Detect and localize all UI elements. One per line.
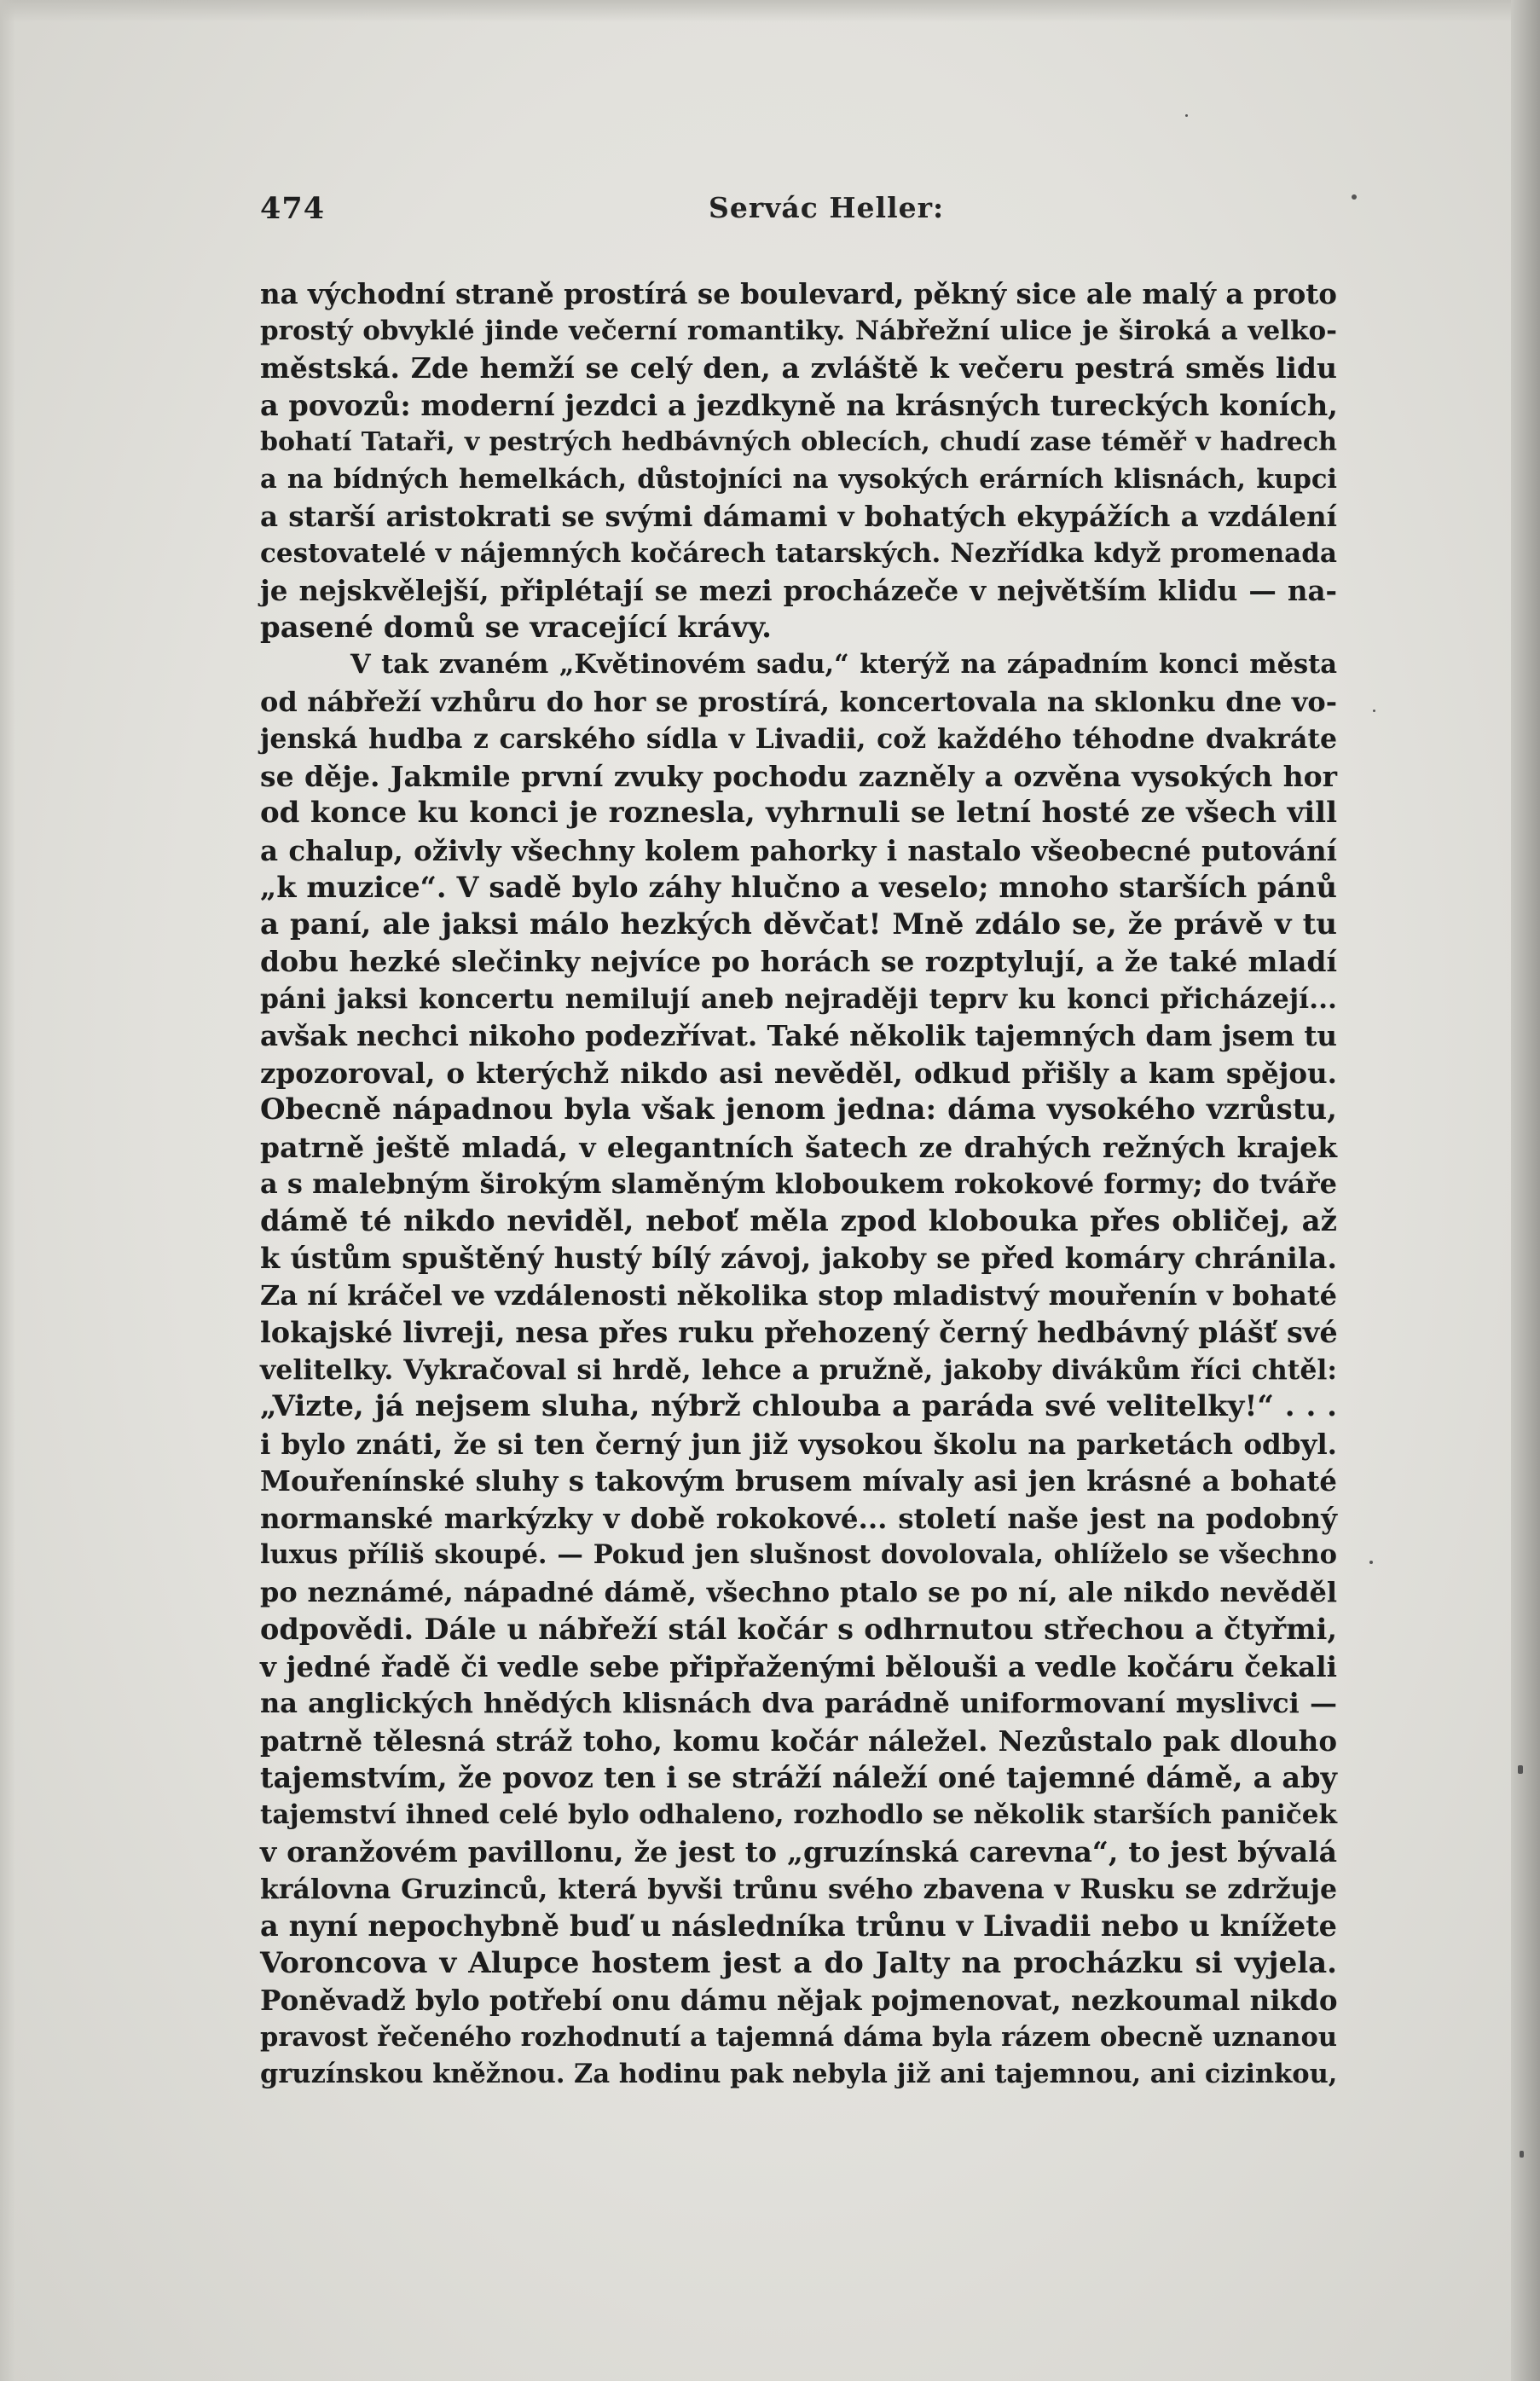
- page-number: 474: [260, 191, 326, 226]
- text-line: v oranžovém pavillonu, že jest to „gruzínská carevna“, to jest bývalá: [260, 1835, 1337, 1868]
- text-line: a nyní nepochybně buď u následníka trůnu v Livadii nebo u knížete: [260, 1909, 1337, 1943]
- body-text: [260, 275, 1337, 2094]
- scan-speck: [1352, 194, 1357, 200]
- text-line: tajemstvím, že povoz ten i se stráží náleží oné tajemné dámě, a aby: [260, 1761, 1337, 1794]
- text-line: se děje. Jakmile první zvuky pochodu zazněly a ozvěna vysokých hor: [260, 759, 1337, 793]
- text-line: zpozoroval, o kterýchž nikdo asi nevěděl, odkud přišly a kam spějou.: [260, 1056, 1337, 1090]
- text-line: královna Gruzinců, která byvši trůnu svého zbavena v Rusku se zdržuje: [260, 1873, 1337, 1905]
- text-line: a povozů: moderní jezdci a jezdkyně na krásných tureckých koních,: [260, 388, 1338, 422]
- text-line: jenská hudba z carského sídla v Livadii, což každého téhodne dvakráte: [260, 723, 1337, 755]
- text-line: páni jaksi koncertu nemilují aneb nejraději teprv ku konci přicházejí...: [260, 982, 1337, 1015]
- text-line: a starší aristokrati se svými dámami v bohatých ekypážích a vzdálení: [260, 500, 1337, 533]
- text-line: luxus příliš skoupé. — Pokud jen slušnost dovolovala, ohlíželo se všechno: [260, 1539, 1337, 1570]
- text-line: lokajské livreji, nesa přes ruku přehozený černý hedbávný plášť své: [260, 1316, 1338, 1349]
- text-line: odpovědi. Dále u nábřeží stál kočár s odhrnutou střechou a čtyřmi,: [260, 1613, 1337, 1646]
- text-line: velitelky. Vykračoval si hrdě, lehce a pružně, jakoby divákům říci chtěl:: [260, 1353, 1337, 1386]
- scan-right-edge-shadow: [1511, 0, 1540, 2381]
- page-header: [260, 191, 1337, 242]
- paragraph-end-line: pasené domů se vracející krávy.: [260, 610, 773, 645]
- text-line: bohatí Tataři, v pestrých hedbávných oblecích, chudí zase téměř v hadrech: [260, 427, 1337, 457]
- text-line: od konce ku konci je roznesla, vyhrnuli se letní hosté ze všech vill: [260, 796, 1337, 830]
- text-line: i bylo znáti, že si ten černý jun již vysokou školu na parketách odbyl.: [260, 1427, 1337, 1461]
- scan-speck: [1185, 114, 1188, 117]
- text-line: gruzínskou kněžnou. Za hodinu pak nebyla již ani tajemnou, ani cizinkou,: [260, 2059, 1338, 2089]
- text-line: na anglických hnědých klisnách dva parádně uniformovaní myslivci —: [260, 1687, 1337, 1719]
- text-line: avšak nechci nikoho podezřívat. Také několik tajemných dam jsem tu: [260, 1019, 1337, 1052]
- scan-top-shadow: [0, 0, 1540, 22]
- text-line: „Vizte, já nejsem sluha, nýbrž chlouba a paráda své velitelky!“ . . .: [260, 1389, 1337, 1423]
- text-line: k ústům spuštěný hustý bílý závoj, jakoby se před komáry chránila.: [260, 1242, 1337, 1275]
- scan-speck: [1369, 1561, 1373, 1564]
- text-line: v jedné řadě či vedle sebe připřaženými bělouši a vedle kočáru čekali: [260, 1649, 1337, 1683]
- text-line: od nábřeží vzhůru do hor se prostírá, koncertovala na sklonku dne vo-: [260, 685, 1337, 718]
- text-line: městská. Zde hemží se celý den, a zvláště k večeru pestrá směs lidu: [260, 351, 1337, 385]
- text-line: Poněvadž bylo potřebí onu dámu nějak pojmenovat, nezkoumal nikdo: [260, 1984, 1338, 2017]
- text-line: cestovatelé v nájemných kočárech tatarských. Nezřídka když promenada: [260, 537, 1337, 569]
- text-line: a s malebným širokým slaměným kloboukem rokokové formy; do tváře: [260, 1167, 1337, 1200]
- text-line: a chalup, oživly všechny kolem pahorky i nastalo všeobecné putování: [260, 833, 1337, 867]
- text-line: patrně tělesná stráž toho, komu kočár náležel. Nezůstalo pak dlouho: [260, 1723, 1337, 1758]
- text-line: tajemství ihned celé bylo odhaleno, rozhodlo se několik starších paniček: [260, 1799, 1337, 1830]
- text-line: Mouřenínské sluhy s takovým brusem mívaly asi jen krásné a bohaté: [260, 1464, 1337, 1498]
- scan-speck: [1518, 1765, 1523, 1774]
- text-line: je nejskvělejší, připlétají se mezi procházeče v největším klidu — na-: [260, 574, 1337, 607]
- text-line: a paní, ale jaksi málo hezkých děvčat! Mně zdálo se, že právě v tu: [260, 907, 1337, 941]
- text-line: Voroncova v Alupce hostem jest a do Jalty na procházku si vyjela.: [260, 1945, 1337, 1980]
- text-line: dobu hezké slečinky nejvíce po horách se rozptylují, a že také mladí: [260, 945, 1337, 978]
- scan-left-shadow: [0, 0, 15, 2381]
- text-line: a na bídných hemelkách, důstojníci na vysokých erárních klisnách, kupci: [260, 463, 1337, 495]
- text-line: na východní straně prostírá se boulevard, pěkný sice ale malý a proto: [260, 277, 1337, 310]
- text-line: patrně ještě mladá, v elegantních šatech ze drahých režných krajek: [260, 1130, 1337, 1164]
- text-line: pravost řečeného rozhodnutí a tajemná dáma byla rázem obecně uznanou: [260, 2021, 1337, 2053]
- text-line: Za ní kráčel ve vzdálenosti několika stop mladistvý mouřenín v bohaté: [260, 1278, 1337, 1312]
- scan-speck: [1373, 710, 1375, 712]
- paragraph-start-line: V tak zvaném „Květinovém sadu,“ kterýž na západním konci města: [350, 649, 1337, 680]
- text-line: prostý obvyklé jinde večerní romantiky. Nábřežní ulice je široká a velko-: [260, 315, 1337, 346]
- text-line: po neznámé, nápadné dámě, všechno ptalo se po ní, ale nikdo nevěděl: [260, 1575, 1337, 1608]
- text-line: normanské markýzky v době rokokové... století naše jest na podobný: [260, 1501, 1337, 1535]
- running-head: Servác Heller:: [709, 191, 945, 224]
- text-line: dámě té nikdo neviděl, neboť měla zpod klobouka přes obličej, až: [260, 1203, 1337, 1238]
- scan-speck: [1520, 2151, 1524, 2158]
- text-line: Obecně nápadnou byla však jenom jedna: dáma vysokého vzrůstu,: [260, 1092, 1337, 1127]
- text-line: „k muzice“. V sadě bylo záhy hlučno a veselo; mnoho starších pánů: [260, 871, 1337, 904]
